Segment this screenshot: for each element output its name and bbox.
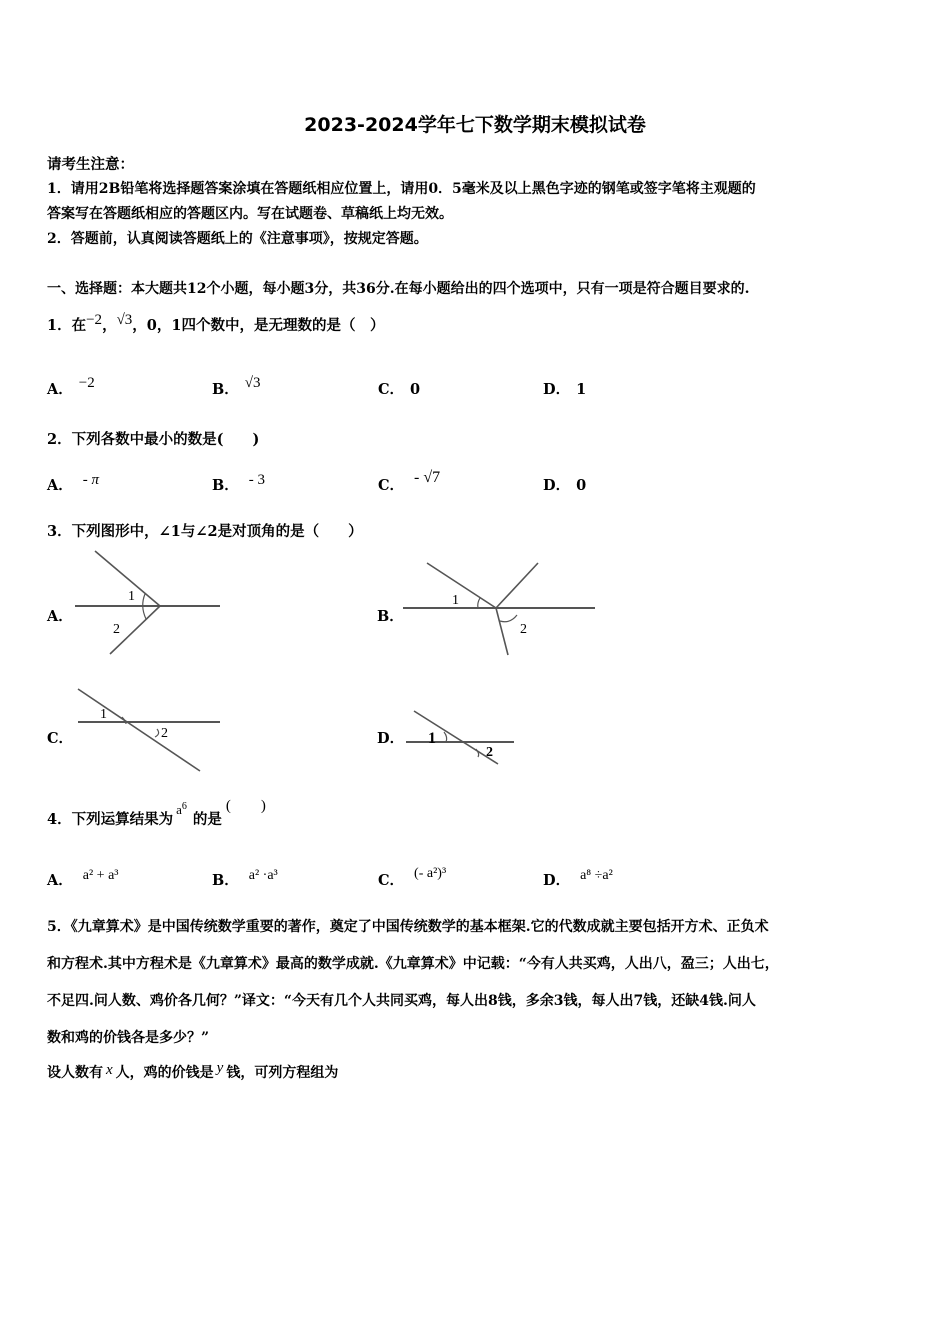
notice-line-2: 答案写在答题纸相应的答题区内。写在试题卷、草稿纸上均无效。 bbox=[47, 206, 453, 222]
question-4-option-a bbox=[47, 869, 118, 890]
question-3-figure-b bbox=[400, 558, 600, 658]
question-3-option-b-label: B． bbox=[377, 608, 404, 625]
page-title: 2023-2024学年七下数学期末模拟试卷 bbox=[304, 114, 646, 136]
option-label: A． bbox=[47, 477, 73, 494]
variable-x: x bbox=[106, 1062, 113, 1078]
question-4-exp: 6 bbox=[181, 801, 187, 812]
question-3-option-a-label: A． bbox=[47, 608, 73, 625]
option-value: a² ·a³ bbox=[248, 868, 278, 883]
option-label: B． bbox=[212, 477, 239, 494]
option-label: C． bbox=[378, 381, 405, 398]
question-4-stem bbox=[47, 798, 266, 829]
option-label: D． bbox=[543, 477, 571, 494]
question-1-sep: ， bbox=[102, 317, 117, 334]
question-1-number-sqrt3: √3 bbox=[116, 312, 133, 328]
question-2-option-c bbox=[378, 469, 441, 495]
option-value: √3 bbox=[244, 375, 261, 391]
option-label: B． bbox=[212, 872, 239, 889]
angle-2-label: 2 bbox=[486, 745, 493, 760]
option-label: D． bbox=[543, 381, 571, 398]
question-5-line-3: 不足四.问人数、鸡价各几何？”译文：“今天有几个人共同买鸡，每人出8钱，多余3钱，每人出7钱，还缺4钱.问人 bbox=[47, 993, 756, 1009]
angle-1-label: 1 bbox=[100, 707, 107, 722]
option-value: - 3 bbox=[248, 472, 266, 488]
notice-line-1: 1．请用2B铅笔将选择题答案涂填在答题纸相应位置上，请用0．5毫米及以上黑色字迹的钢笔或签字笔将主观题的 bbox=[47, 181, 756, 197]
question-3-option-c-label: C． bbox=[47, 730, 74, 747]
option-value: 0 bbox=[576, 477, 587, 494]
option-value: - √7 bbox=[414, 469, 441, 486]
option-label: A． bbox=[47, 872, 73, 889]
question-3-figure-d bbox=[400, 706, 520, 768]
question-2-option-a bbox=[47, 474, 99, 495]
option-value: 0 bbox=[410, 381, 421, 398]
question-3-option-d-label: D． bbox=[377, 730, 405, 747]
question-1-prefix: 1．在 bbox=[47, 317, 87, 334]
question-1-stem bbox=[47, 314, 384, 335]
question-5-line-4: 数和鸡的价钱各是多少？” bbox=[47, 1030, 210, 1046]
option-label: D． bbox=[543, 872, 571, 889]
angle-2-label: 2 bbox=[113, 622, 120, 637]
question-5-line-1: 5．《九章算术》是中国传统数学重要的著作，奠定了中国传统数学的基本框架.它的代数成就主要包括开方术、正负术 bbox=[47, 919, 769, 935]
option-value: - π bbox=[82, 472, 100, 488]
question-2-option-b bbox=[212, 474, 265, 495]
section-heading: 一、选择题：本大题共12个小题，每小题3分，共36分.在每小题给出的四个选项中，只有一项是符合题目要求的. bbox=[47, 281, 750, 297]
question-5-line-5c: 钱，可列方程组为 bbox=[226, 1065, 339, 1081]
option-label: C． bbox=[378, 872, 405, 889]
question-1-number-neg2: −2 bbox=[86, 312, 103, 328]
question-1-option-a bbox=[47, 375, 95, 399]
option-value: a² + a³ bbox=[82, 868, 119, 883]
option-label: A． bbox=[47, 381, 73, 398]
question-4-base: a bbox=[176, 802, 182, 817]
question-2-option-d bbox=[543, 474, 586, 495]
question-3-figure-a bbox=[70, 548, 225, 658]
option-label: C． bbox=[378, 477, 405, 494]
option-value: 1 bbox=[576, 381, 587, 398]
angle-1-label: 1 bbox=[428, 730, 436, 747]
question-5-line-5a: 设人数有 bbox=[47, 1065, 103, 1081]
question-5-line-2: 和方程术.其中方程术是《九章算术》最高的数学成就.《九章算术》中记载：“今有人共买鸡，人出八，盈三；人出七， bbox=[47, 956, 779, 972]
question-1-option-d bbox=[543, 378, 586, 399]
option-label: B． bbox=[212, 381, 239, 398]
question-1-option-c bbox=[378, 378, 420, 399]
option-value: a⁸ ÷a² bbox=[580, 868, 613, 883]
question-4-option-c bbox=[378, 866, 447, 890]
angle-1-label: 1 bbox=[452, 593, 459, 608]
question-1-rest: ，0，1四个数中，是无理数的是（ ） bbox=[132, 317, 385, 334]
question-4-paren: ( ) bbox=[225, 798, 266, 814]
angle-2-label: 2 bbox=[161, 726, 168, 741]
question-5-line-5 bbox=[47, 1062, 338, 1082]
question-5-line-5b: 人，鸡的价钱是 bbox=[115, 1065, 214, 1081]
question-4-suffix: 的是 bbox=[192, 811, 222, 828]
question-3-stem: 3．下列图形中，∠1与∠2是对顶角的是（ ） bbox=[47, 523, 363, 540]
angle-2-label: 2 bbox=[520, 622, 527, 637]
question-4-prefix: 4．下列运算结果为 bbox=[47, 811, 174, 828]
option-value: −2 bbox=[78, 375, 95, 391]
variable-y: y bbox=[216, 1060, 224, 1076]
question-2-stem: 2．下列各数中最小的数是( ) bbox=[47, 431, 260, 448]
question-4-option-b bbox=[212, 869, 278, 890]
question-3-figure-c bbox=[70, 684, 225, 776]
question-1-option-b bbox=[212, 375, 261, 399]
notice-line-3: 2．答题前，认真阅读答题纸上的《注意事项》，按规定答题。 bbox=[47, 231, 428, 247]
angle-1-label: 1 bbox=[128, 589, 135, 604]
notice-heading: 请考生注意： bbox=[47, 156, 134, 173]
question-4-option-d bbox=[543, 869, 613, 890]
option-value: (- a²)³ bbox=[414, 866, 447, 881]
